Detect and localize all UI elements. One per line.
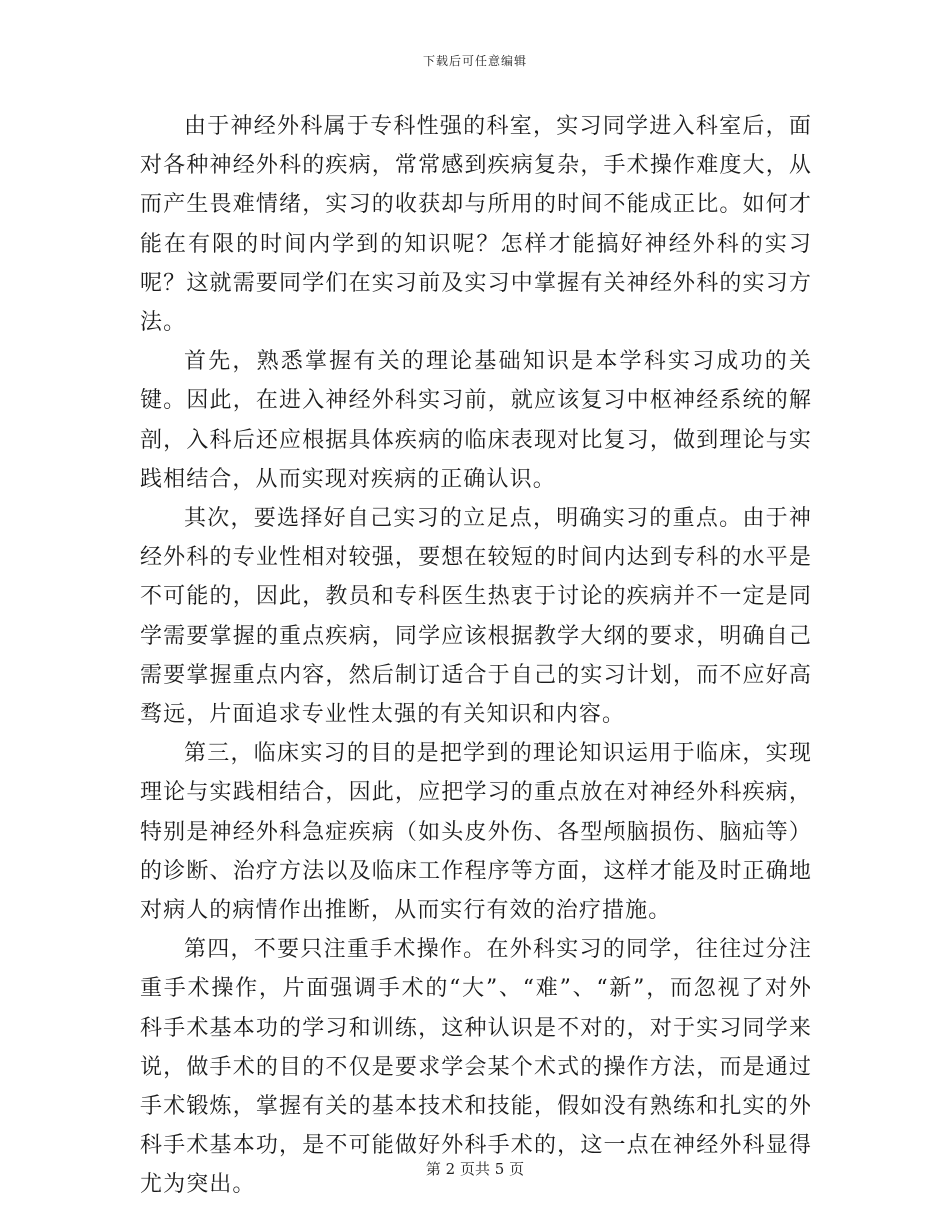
paragraph-intro: 由于神经外科属于专科性强的科室，实习同学进入科室后，面对各种神经外科的疾病，常常感到疾病复杂，手术操作难度大，从而产生畏难情绪，实习的收获却与所用的时间不能成正比。如何才能在有限的时间内学到的知识呢？怎样才能搞好神经外科的实习呢？这就需要同学们在实习前及实习中掌握有关神经外科的实习方法。 xyxy=(140,114,812,336)
document-body xyxy=(140,107,812,1205)
paragraph-second-point: 其次，要选择好自己实习的立足点，明确实习的重点。由于神经外科的专业性相对较强，要想在较短的时间内达到专科的水平是不可能的，因此，教员和专科医生热衷于讨论的疾病并不一定是同学需要掌握的重点疾病，同学应该根据教学大纲的要求，明确自己需要掌握重点内容，然后制订适合于自己的实习计划，而不应好高骛远，片面追求专业性太强的有关知识和内容。 xyxy=(140,506,812,728)
paragraph-fourth-point: 第四，不要只注重手术操作。在外科实习的同学，往往过分注重手术操作，片面强调手术的“大”、“难”、“新”，而忽视了对外科手术基本功的学习和训练，这种认识是不对的，对于实习同学来说，做手术的目的不仅是要求学会某个术式的操作方法，而是通过手术锻炼，掌握有关的基本技术和技能，假如没有熟练和扎实的外科手术基本功，是不可能做好外科手术的，这一点在神经外科显得尤为突出。 xyxy=(140,937,812,1198)
page-header: 下载后可任意编辑 xyxy=(422,54,527,68)
page-number: 第 2 页共 5 页 xyxy=(425,1160,525,1178)
paragraph-third-point: 第三，临床实习的目的是把学到的理论知识运用于临床，实现理论与实践相结合，因此，应把学习的重点放在对神经外科疾病，特别是神经外科急症疾病（如头皮外伤、各型颅脑损伤、脑疝等）的诊断、治疗方法以及临床工作程序等方面，这样才能及时正确地对病人的病情作出推断，从而实行有效的治疗措施。 xyxy=(140,741,812,924)
paragraph-first-point: 首先，熟悉掌握有关的理论基础知识是本学科实习成功的关键。因此，在进入神经外科实习前，就应该复习中枢神经系统的解剖，入科后还应根据具体疾病的临床表现对比复习，做到理论与实践相结合，从而实现对疾病的正确认识。 xyxy=(140,349,812,492)
